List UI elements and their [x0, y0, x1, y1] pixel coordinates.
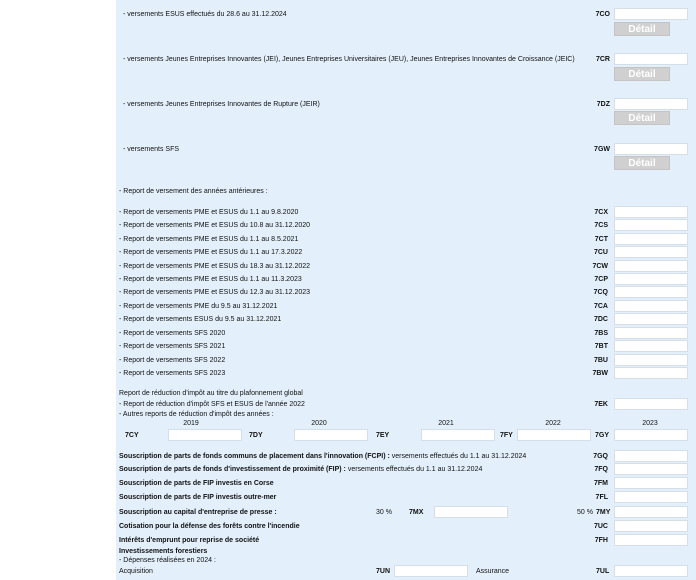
report-code: 7CX [594, 209, 608, 216]
code-7gy: 7GY [595, 432, 610, 439]
report-label: - Report de versements PME du 9.5 au 31.12.2021 [119, 303, 278, 310]
fcpi-label: Souscription de parts de fonds communs de placement dans l'innovation (FCPI) : [119, 453, 390, 460]
input-7fy[interactable] [517, 429, 591, 441]
report-input-7bs[interactable] [614, 327, 688, 339]
input-7gq[interactable] [614, 450, 688, 462]
report-label: - Report de versements PME et ESUS du 10.8 au 31.12.2020 [119, 222, 311, 229]
report-label: - Report de versements PME et ESUS du 1.1 au 11.3.2023 [119, 276, 302, 283]
row-label-7cr: - versements Jeunes Entreprises Innovantes (JEI), Jeunes Entreprises Universitaires (JEU), Jeunes Entreprises Innovantes de Croissance (JEIC) [123, 56, 575, 63]
detail-button-7gw[interactable]: Détail [614, 156, 670, 170]
input-7gw[interactable] [614, 143, 688, 155]
code-7ul: 7UL [596, 568, 610, 575]
report-code: 7CP [594, 276, 608, 283]
row-label-7dz: - versements Jeunes Entreprises Innovantes de Rupture (JEIR) [123, 101, 320, 108]
year-2022: 2022 [545, 420, 561, 427]
corse-label: Souscription de parts de FIP investis en Corse [119, 480, 274, 487]
input-7dy[interactable] [294, 429, 368, 441]
report-label: - Report de versements PME et ESUS du 1.1 au 17.3.2022 [119, 249, 303, 256]
report-code: 7BW [592, 370, 608, 377]
code-7co: 7CO [595, 11, 610, 18]
detail-button-7co[interactable]: Détail [614, 22, 670, 36]
report-input-7cs[interactable] [614, 219, 688, 231]
report-code: 7BT [594, 343, 608, 350]
report-label: - Report de versements SFS 2021 [119, 343, 226, 350]
sfs-esus-label: - Report de réduction d'impôt SFS et ESUS de l'année 2022 [119, 401, 305, 408]
code-7dy: 7DY [249, 432, 263, 439]
report-code: 7CS [594, 222, 608, 229]
code-7cr: 7CR [595, 56, 610, 63]
report-label: - Report de versements PME et ESUS du 1.1 au 8.5.2021 [119, 236, 299, 243]
report-input-7bu[interactable] [614, 354, 688, 366]
report-label: - Report de versements SFS 2022 [119, 357, 226, 364]
input-7fl[interactable] [614, 491, 688, 503]
report-input-7dc[interactable] [614, 313, 688, 325]
forets-label: Cotisation pour la défense des forêts contre l'incendie [119, 523, 300, 530]
input-7mx[interactable] [434, 506, 508, 518]
input-7dz[interactable] [614, 98, 688, 110]
report-code: 7CQ [593, 289, 608, 296]
assurance-label: Assurance [476, 568, 510, 575]
detail-button-7cr[interactable]: Détail [614, 67, 670, 81]
code-7fh: 7FH [594, 537, 608, 544]
report-input-7cu[interactable] [614, 246, 688, 258]
report-label: - Report de versements PME et ESUS du 12.3 au 31.12.2023 [119, 289, 311, 296]
code-7uc: 7UC [593, 523, 608, 530]
report-input-7cq[interactable] [614, 286, 688, 298]
code-7gw: 7GW [594, 146, 610, 153]
invest-forestiers-label: Investissements forestiers [119, 548, 208, 555]
report-input-7cp[interactable] [614, 273, 688, 285]
report-code: 7DC [593, 316, 608, 323]
code-7fy: 7FY [500, 432, 513, 439]
fip-sub: versements effectués du 1.1 au 31.12.2024 [347, 466, 483, 473]
input-7ey[interactable] [421, 429, 495, 441]
report-code: 7CU [593, 249, 608, 256]
report-code: 7BS [594, 330, 608, 337]
presse-pct-30: 30 % [376, 509, 392, 516]
plafonnement-title: Report de réduction d'impôt au titre du plafonnement global [119, 390, 303, 397]
row-label-7co: - versements ESUS effectués du 28.6 au 31.12.2024 [123, 11, 287, 18]
code-7fl: 7FL [595, 494, 608, 501]
year-2021: 2021 [438, 420, 454, 427]
detail-button-7dz[interactable]: Détail [614, 111, 670, 125]
report-input-7ca[interactable] [614, 300, 688, 312]
input-7uc[interactable] [614, 520, 688, 532]
input-7un[interactable] [394, 565, 468, 577]
code-7gq: 7GQ [593, 453, 608, 460]
code-7my: 7MY [596, 509, 611, 516]
report-label: - Report de versements SFS 2023 [119, 370, 226, 377]
report-input-7bw[interactable] [614, 367, 688, 379]
report-input-7cx[interactable] [614, 206, 688, 218]
emprunt-label: Intérêts d'emprunt pour reprise de société [119, 537, 260, 544]
input-7gy[interactable] [614, 429, 688, 441]
fip-row [119, 466, 482, 473]
report-code: 7CT [594, 236, 608, 243]
outremer-label: Souscription de parts de FIP investis outre-mer [119, 494, 277, 501]
code-7un: 7UN [376, 568, 391, 575]
year-2020: 2020 [311, 420, 327, 427]
report-input-7ct[interactable] [614, 233, 688, 245]
report-label: - Report de versements PME et ESUS du 1.1 au 9.8.2020 [119, 209, 299, 216]
input-7fh[interactable] [614, 534, 688, 546]
depenses-label: - Dépenses réalisées en 2024 : [119, 557, 216, 564]
fcpi-sub: versements effectués du 1.1 au 31.12.2024 [391, 453, 527, 460]
row-label-7gw: - versements SFS [123, 146, 180, 153]
input-7co[interactable] [614, 8, 688, 20]
input-7ek[interactable] [614, 398, 688, 410]
code-7cy: 7CY [125, 432, 139, 439]
input-7cy[interactable] [168, 429, 242, 441]
presse-label: Souscription au capital d'entreprise de presse : [119, 509, 277, 516]
input-7fm[interactable] [614, 477, 688, 489]
report-label: - Report de versements ESUS du 9.5 au 31.12.2021 [119, 316, 282, 323]
autres-reports-label: - Autres reports de réduction d'impôt des années : [119, 411, 274, 418]
report-input-7bt[interactable] [614, 340, 688, 352]
input-7my[interactable] [614, 506, 688, 518]
code-7ey: 7EY [376, 432, 390, 439]
code-7mx: 7MX [409, 509, 424, 516]
report-header: - Report de versement des années antérieures : [119, 188, 268, 195]
fcpi-row [119, 453, 526, 460]
code-7ek: 7EK [594, 401, 608, 408]
input-7fq[interactable] [614, 463, 688, 475]
year-2023: 2023 [642, 420, 658, 427]
presse-pct-50: 50 % [577, 509, 593, 516]
report-code: 7BU [593, 357, 608, 364]
acquisition-label: Acquisition [119, 568, 153, 575]
report-code: 7CW [592, 263, 608, 270]
code-7dz: 7DZ [596, 101, 610, 108]
report-input-7cw[interactable] [614, 260, 688, 272]
input-7ul[interactable] [614, 565, 688, 577]
year-2019: 2019 [183, 420, 199, 427]
report-code: 7CA [593, 303, 608, 310]
code-7fq: 7FQ [594, 466, 608, 473]
fip-label: Souscription de parts de fonds d'investissement de proximité (FIP) : [119, 466, 346, 473]
input-7cr[interactable] [614, 53, 688, 65]
report-label: - Report de versements SFS 2020 [119, 330, 226, 337]
report-label: - Report de versements PME et ESUS du 18.3 au 31.12.2022 [119, 263, 311, 270]
code-7fm: 7FM [594, 480, 608, 487]
